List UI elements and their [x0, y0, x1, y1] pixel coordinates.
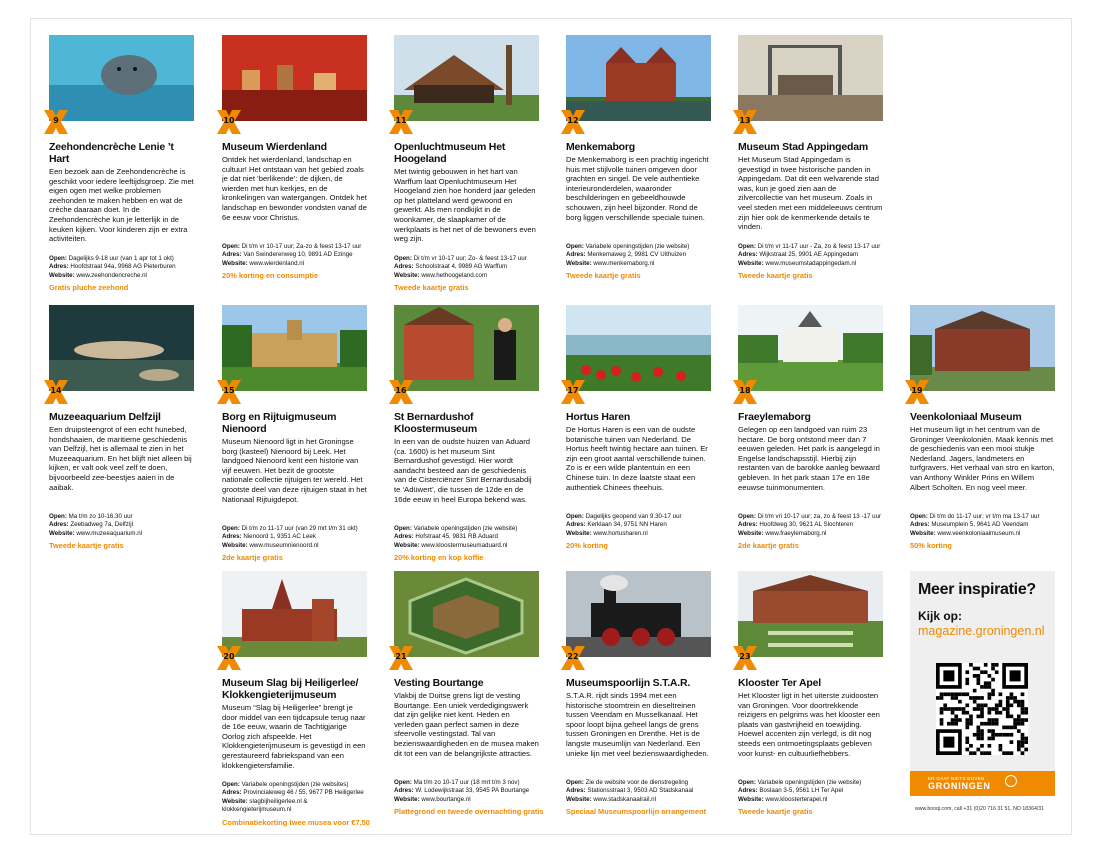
card-title: Zeehondencrèche Lenie ’t Hart: [49, 141, 174, 165]
address: [394, 263, 539, 271]
card-description: S.T.A.R. rijdt sinds 1994 met een historische stoomtrein en dieseltreinen tussen Veendam en Musselkanaal. Het spoor loopt bijna geheel langs de grens tussen Groningen en Drenthe. Het is de langste museumlijn van Nederland. Een unieke lijn met veel bezienswaardigheden.: [566, 691, 709, 758]
website-label: Website:: [49, 529, 75, 537]
card-info: [566, 513, 711, 538]
footer-credits: www.booqi.com, call +31 (0)20 716 31 51, NO 18364/31: [915, 806, 1045, 812]
website-label: Website:: [738, 529, 764, 537]
open-value: Di t/m do 11-17 uur; vr t/m ma 13-17 uur: [929, 513, 1040, 520]
adres-label: Adres:: [738, 251, 758, 259]
card-title: Museum Slag bij Heiligerlee/ Klokkengieterijmuseum: [222, 677, 359, 701]
address: [222, 251, 367, 259]
adres-label: Adres:: [566, 521, 586, 529]
card-info: [394, 255, 539, 280]
card-description: Gelegen op een landgoed van ruim 23 hectare. De borg ontstond meer dan 7 eeuwen geleden. Het park is aangelegd in Engelse landschapsstijl. Hierbij zijn restanten van de barokke aanleg bewaard gebleven. In het park staan 17e en 18e eeuwse tuinmonumenten.: [738, 425, 880, 492]
steam-train-photo: [566, 571, 711, 661]
badge-number: 21: [395, 652, 407, 661]
deal-offer: 20% korting en kop koffie: [394, 553, 484, 563]
adres-label: Adres:: [394, 787, 414, 795]
open-hours: [49, 513, 194, 521]
adres-value: Boslaan 3-5, 9561 LH Ter Apel: [759, 787, 844, 795]
card-description: Museum “Slag bij Heiligerlee” brengt je door middel van een tijdcapsule terug naar de 16e eeuw, waarin de Tachtigjarige Oorlog zich afspeelde. Het Klokkengieterijmuseum is gevestigd in een gerestaureerd fabriekspand van een klokkengietersfamilie.: [222, 703, 366, 770]
attraction-card: [222, 571, 370, 827]
card-info: [222, 243, 367, 268]
website: [738, 260, 883, 268]
deal-offer: Tweede kaartje gratis: [738, 807, 813, 817]
colonial-building-photo: [910, 305, 1055, 395]
open-value: Dagelijks 9-18 uur (van 1 apr tot 1 okt): [68, 255, 174, 262]
card-title: Museumspoorlijn S.T.A.R.: [566, 677, 691, 689]
adres-label: Adres:: [394, 263, 414, 271]
open-label: Open:: [566, 513, 584, 520]
number-badge: [41, 107, 71, 137]
open-value: Ma t/m zo 10-16.30 uur: [68, 513, 133, 520]
card-info: [222, 781, 367, 815]
open-value: Zie de website voor de dienstregeling: [585, 779, 689, 786]
card-title: Hortus Haren: [566, 411, 631, 423]
address: [394, 787, 539, 795]
card-info: [222, 525, 367, 550]
promo-box: [910, 571, 1055, 796]
open-value: Variabele openingstijden (zie websites): [241, 781, 349, 788]
open-value: Dagelijks geopend van 9.30-17 uur: [585, 513, 682, 520]
deal-offer: 2de kaartje gratis: [738, 541, 799, 551]
attraction-card: [394, 571, 544, 817]
open-value: Di t/m vri 10-17 uur; za, zo & feest 13 -17 uur: [757, 513, 882, 520]
website-label: Website:: [738, 795, 764, 803]
deal-offer: 20% korting en consumptie: [222, 271, 319, 281]
card-description: De Menkemaborg is een prachtig ingericht huis met stijlvolle tuinen omgeven door grachten en singel. De vele authentieke interieuronderdelen, waaronder beschilderingen en gebeeldhouwde schouwen, zijn heel bijzonder. Rond de borg liggen verschillende speciale tuinen.: [566, 155, 709, 222]
adres-value: Menkemaweg 2, 9981 CV Uithuizen: [587, 251, 687, 259]
number-badge: [386, 643, 416, 673]
deal-offer: Tweede kaartje gratis: [738, 271, 813, 281]
deal-offer: Combinatiekorting twee musea voor €7,50: [222, 817, 370, 827]
address: [566, 251, 711, 259]
open-hours: [738, 779, 883, 787]
qr-code-icon[interactable]: [936, 663, 1028, 755]
attraction-card: [910, 305, 1055, 550]
open-label: Open:: [738, 779, 756, 786]
website-link[interactable]: www.zeehondencreche.nl: [76, 271, 147, 279]
card-info: [394, 525, 539, 550]
number-badge: [558, 107, 588, 137]
adres-value: Provincialeweg 46 / 55, 9677 PB Heiligerlee: [243, 789, 364, 797]
open-label: Open:: [566, 243, 584, 250]
website: [566, 796, 711, 804]
card-description: Het Klooster ligt in het uiterste zuidoosten van Groningen. Voor doortrekkende reizigers en pelgrims was het klooster een plaats van gastvrijheid en toewijding. Hoewel accenten zijn verlegd, is dit nog steeds een ontmoetingsplaats gebleven voor kunst- en cultuurliefhebbers.: [738, 691, 880, 758]
borg-photo: [566, 35, 711, 125]
adres-label: Adres:: [222, 533, 242, 541]
monk-photo: [394, 305, 539, 395]
open-label: Open:: [738, 243, 756, 250]
address: [49, 263, 194, 271]
card-info: [738, 243, 883, 268]
open-hours: [394, 525, 539, 533]
open-hours: [222, 525, 367, 533]
open-label: Open:: [394, 525, 412, 532]
website: [394, 272, 539, 280]
open-value: Di t/m vr 10-17 uur; Za-zo & feest 13-17 uur: [241, 243, 362, 250]
website-label: Website:: [566, 259, 592, 267]
open-label: Open:: [222, 525, 240, 532]
card-title: Museum Stad Appingedam: [738, 141, 868, 153]
address: [222, 533, 367, 541]
deal-offer: Tweede kaartje gratis: [566, 271, 641, 281]
website: [222, 542, 367, 550]
adres-label: Adres:: [222, 789, 242, 797]
adres-value: W. Lodewijkstraat 33, 9545 PA Bourtange: [415, 787, 530, 795]
website: [738, 530, 883, 538]
open-label: Open:: [49, 255, 67, 262]
website-link[interactable]: www.stadskanaalrail.nl: [593, 795, 656, 803]
card-description: Het Museum Stad Appingedam is gevestigd in twee historische panden in Appingedam. Dat dit een welvarende stad was, kun je goed zien aan de zilvercollectie van het museum. Zoals in veel steden met een middeleeuws centrum zijn hier ook de kenmerkende details te vinden.: [738, 155, 883, 232]
website-link[interactable]: www.wierdenland.nl: [249, 259, 305, 267]
adres-value: Nienoord 1, 9351 AC Leek: [243, 533, 316, 541]
open-value: Di t/m zo 11-17 uur (van 29 mrt t/m 31 okt): [241, 525, 358, 532]
attraction-card: [49, 35, 194, 292]
card-info: [738, 513, 883, 538]
attraction-card: [566, 305, 711, 550]
open-hours: [738, 243, 883, 251]
open-hours: [738, 513, 883, 521]
number-badge: [214, 643, 244, 673]
attraction-card: [566, 35, 711, 280]
church-photo: [222, 571, 367, 661]
deal-offer: 2de kaartje gratis: [222, 553, 283, 563]
number-badge: [902, 377, 932, 407]
deal-offer: Tweede kaartje gratis: [49, 541, 124, 551]
farm-building-photo: [394, 35, 539, 125]
number-badge: [730, 377, 760, 407]
website-label: Website:: [394, 541, 420, 549]
open-hours: [910, 513, 1055, 521]
open-value: Variabele openingstijden (zie website): [413, 525, 518, 532]
card-info: [566, 243, 711, 268]
card-description: Museum Nienoord ligt in het Groningse borg (kasteel) Nienoord bij Leek. Het landgoed Nienoord kent een historie van vijf eeuwen. Het bezit de grootste nationale collectie rijtuigen ter wereld. Het grootste deel van deze rijtuigen staat in het Nationaal Rijtuigdepot.: [222, 437, 367, 504]
address: [566, 787, 711, 795]
website-link[interactable]: www.kloostermuseumaduard.nl: [421, 541, 508, 549]
address: [738, 787, 883, 795]
badge-number: 15: [223, 386, 235, 395]
attraction-card: [738, 571, 883, 816]
card-title: Museum Wierdenland: [222, 141, 327, 153]
website-link[interactable]: slagbijheiligerlee.nl & klokkengieterijmuseum.nl: [222, 797, 308, 814]
website-label: Website:: [566, 795, 592, 803]
adres-label: Adres:: [49, 263, 69, 271]
open-hours: [49, 255, 194, 263]
website-label: Website:: [49, 271, 75, 279]
adres-value: Zeebadweg 7a, Delfzijl: [70, 521, 133, 529]
website-link[interactable]: www.menkemaborg.nl: [593, 259, 655, 267]
card-title: Fraeylemaborg: [738, 411, 811, 423]
card-description: Met twintig gebouwen in het hart van Warffum laat Openluchtmuseum Het Hoogeland zien hoe honderd jaar geleden op het platteland werd gewoond en gewerkt. Als men rondkijkt in de woonkamer, de slaapkamer of de werkplaats is het net of de bewoners even weg zijn.: [394, 167, 536, 244]
badge-number: 9: [53, 116, 59, 125]
open-label: Open:: [738, 513, 756, 520]
monastery-photo: [738, 571, 883, 661]
badge-number: 17: [567, 386, 579, 395]
deal-offer: 20% korting: [566, 541, 608, 551]
adres-value: Museumplein 5, 9641 AD Veendam: [931, 521, 1029, 529]
website-link[interactable]: www.museumnienoord.nl: [249, 541, 319, 549]
website: [910, 530, 1055, 538]
open-hours: [394, 255, 539, 263]
adres-label: Adres:: [566, 251, 586, 259]
card-description: Het museum ligt in het centrum van de Groninger Veenkoloniën. Maak kennis met de geschiedenis van een mooi stukje Nederland. Jagers, landmeters en turfgravers. Het verhaal van stro en karton, van Anthony Winkler Prins en Willem Albert Scholten. En nog veel meer.: [910, 425, 1055, 492]
groningen-logo: [910, 771, 1055, 796]
website-label: Website:: [222, 797, 248, 805]
attraction-card: [222, 305, 367, 562]
open-label: Open:: [910, 513, 928, 520]
card-info: [394, 779, 539, 804]
badge-number: 11: [395, 116, 407, 125]
website: [394, 542, 539, 550]
fortress-aerial-photo: [394, 571, 539, 661]
website-link[interactable]: www.veenkoloniaalmuseum.nl: [937, 529, 1021, 537]
adres-label: Adres:: [394, 533, 414, 541]
open-label: Open:: [222, 243, 240, 250]
villa-photo: [222, 305, 367, 395]
adres-value: Hoofdstraat 94a, 9968 AG Pieterburen: [70, 263, 176, 271]
open-hours: [566, 243, 711, 251]
attraction-card: [394, 305, 539, 562]
website-label: Website:: [222, 259, 248, 267]
deal-offer: Speciaal Museumspoorlijn arrangement: [566, 807, 707, 817]
open-hours: [566, 779, 711, 787]
badge-number: 13: [739, 116, 751, 125]
promo-kijk-label: Kijk op:: [918, 609, 962, 623]
website-link[interactable]: www.museumstadappingedam.nl: [765, 259, 857, 267]
badge-number: 18: [739, 386, 751, 395]
number-badge: [730, 107, 760, 137]
card-info: [49, 255, 194, 280]
promo-url-link[interactable]: magazine.groningen.nl: [918, 624, 1045, 638]
website-label: Website:: [910, 529, 936, 537]
card-info: [910, 513, 1055, 538]
deal-offer: Gratis pluche zeehond: [49, 283, 129, 293]
adres-label: Adres:: [738, 521, 758, 529]
card-description: Een druipsteengrot of een echt hunebed, hondshaaien, de maritieme geschiedenis van Delfzijl, het is allemaal te zien in het Muzeeaquarium. En het blijft niet alleen bij kijken, er valt ook veel zelf te doen, bijvoorbeeld zee-beestjes aaien in de aaibak.: [49, 425, 192, 492]
adres-value: Hofstraat 45, 9831 RB Aduard: [415, 533, 498, 541]
address: [566, 521, 711, 529]
website-link[interactable]: www.hethoogeland.com: [421, 271, 488, 279]
adres-value: Van Swinderenweg 10, 9891 AD Ezinge: [243, 251, 353, 259]
open-hours: [566, 513, 711, 521]
adres-label: Adres:: [738, 787, 758, 795]
promo-heading: Meer inspiratie?: [918, 581, 1036, 598]
website-link[interactable]: www.hortusharen.nl: [593, 529, 648, 537]
badge-number: 23: [739, 652, 751, 661]
open-hours: [222, 781, 367, 789]
scale-photo: [738, 35, 883, 125]
address: [222, 789, 367, 797]
badge-number: 20: [223, 652, 235, 661]
website-label: Website:: [738, 259, 764, 267]
website-link[interactable]: www.bourtange.nl: [421, 795, 471, 803]
website-label: Website:: [222, 541, 248, 549]
address: [738, 251, 883, 259]
website-label: Website:: [566, 529, 592, 537]
card-description: Een bezoek aan de Zeehondencrèche is geschikt voor iedere leeftijdsgroep. Zie met eigen ogen met welke problemen zeehonden te maken hebben en wat de crèche daaraan doet. In de Zeehondencrèche kun je letterlijk in de keuken kijken. Voor kinderen zijn er extra activiteiten.: [49, 167, 194, 244]
address: [910, 521, 1055, 529]
card-info: [566, 779, 711, 804]
number-badge: [41, 377, 71, 407]
open-hours: [222, 243, 367, 251]
card-title: Borg en Rijtuigmuseum Nienoord: [222, 411, 337, 435]
number-badge: [558, 643, 588, 673]
card-title: Muzeeaquarium Delfzijl: [49, 411, 161, 423]
number-badge: [730, 643, 760, 673]
website: [738, 796, 883, 804]
number-badge: [558, 377, 588, 407]
website-link[interactable]: www.kloosterterapel.nl: [765, 795, 828, 803]
open-value: Variabele openingstijden (zie website): [757, 779, 862, 786]
card-description: Vlakbij de Duitse grens ligt de vesting Bourtange. Een uniek verdedigingswerk dat zijn gelijke niet kent. Heden en verleden gaan perfect samen in deze sfeervolle vestingstad. Tal van bezienswaardigheden en de musea maken dit tot een van de belangrijkste attracties.: [394, 691, 539, 758]
card-title: Openluchtmuseum Het Hoogeland: [394, 141, 506, 165]
deal-offer: Plattegrond en tweede overnachting gratis: [394, 807, 544, 817]
adres-label: Adres:: [49, 521, 69, 529]
deal-offer: 50% korting: [910, 541, 952, 551]
badge-number: 10: [223, 116, 235, 125]
attraction-card: [738, 305, 883, 550]
card-info: [738, 779, 883, 804]
card-info: [49, 513, 194, 538]
brand-name: GRONINGEN: [928, 781, 991, 791]
brand-mark-icon: [1005, 775, 1017, 787]
card-title: St Bernardushof Kloostermuseum: [394, 411, 477, 435]
badge-number: 19: [911, 386, 923, 395]
website: [394, 796, 539, 804]
website-label: Website:: [394, 795, 420, 803]
card-description: Ontdek het wierdenland, landschap en cultuur! Het ontstaan van het gebied zoals je dat niet ‘berlikende’: de dijken, de wierden met hun kerkjes, en de kronkelingen van watergangen. Ontdek het landschap en bewonder vondsten vanaf de 6e eeuw voor Christus.: [222, 155, 367, 222]
website: [566, 530, 711, 538]
address: [394, 533, 539, 541]
adres-label: Adres:: [566, 787, 586, 795]
open-label: Open:: [394, 779, 412, 786]
card-title: Vesting Bourtange: [394, 677, 484, 689]
website: [49, 530, 194, 538]
card-description: In een van de oudste huizen van Aduard (ca. 1600) is het museum Sint Bernardushof gevestigd. Hier wordt aandacht besteed aan de geschiedenis van de Cisterciënzer Sint Bernardusabdij te ‘Adüwert’, die tussen de 12de en de 16de eeuw in heel Europa bekend was.: [394, 437, 532, 504]
address: [738, 521, 883, 529]
attraction-card: [394, 35, 539, 292]
number-badge: [386, 107, 416, 137]
adres-label: Adres:: [222, 251, 242, 259]
open-label: Open:: [222, 781, 240, 788]
adres-value: Hoofdweg 30, 9621 AL Slochteren: [759, 521, 854, 529]
brand-tagline: ER GAAT NIETS BOVEN: [928, 776, 985, 781]
number-badge: [214, 377, 244, 407]
number-badge: [214, 107, 244, 137]
website: [566, 260, 711, 268]
seal-photo: [49, 35, 194, 125]
badge-number: 12: [567, 116, 579, 125]
card-description: De Hortus Haren is een van de oudste botanische tuinen van Nederland. De Hortus heeft twintig hectare aan tuinen. Er zijn een groot aantal verschillende tuinen. Zo is er een wilde plantentuin en een Chinese tuin. In deze laatste staat een authentiek Chinees theehuis.: [566, 425, 708, 492]
website: [222, 798, 367, 815]
attraction-card: [566, 571, 711, 816]
adres-label: Adres:: [910, 521, 930, 529]
website-link[interactable]: www.muzeeaquarium.nl: [76, 529, 143, 537]
number-badge: [386, 377, 416, 407]
adres-value: Schoolstraat 4, 9989 AG Warffum: [415, 263, 508, 271]
open-label: Open:: [566, 779, 584, 786]
card-title: Veenkoloniaal Museum: [910, 411, 1022, 423]
open-value: Di t/m vr 10-17 uur; Zo- & feest 13-17 uur: [413, 255, 527, 262]
attraction-card: [738, 35, 883, 280]
deal-offer: Tweede kaartje gratis: [394, 283, 469, 293]
open-label: Open:: [394, 255, 412, 262]
website: [49, 272, 194, 280]
website-label: Website:: [394, 271, 420, 279]
website-link[interactable]: www.fraeylemaborg.nl: [765, 529, 827, 537]
attraction-card: [222, 35, 367, 280]
badge-number: 14: [50, 386, 62, 395]
museum-interior-photo: [222, 35, 367, 125]
open-value: Ma t/m zo 10-17 uur (18 mrt t/m 3 nov): [413, 779, 520, 786]
attraction-card: [49, 305, 194, 550]
manor-garden-photo: [738, 305, 883, 395]
card-title: Menkemaborg: [566, 141, 635, 153]
shark-photo: [49, 305, 194, 395]
card-title: Klooster Ter Apel: [738, 677, 821, 689]
open-label: Open:: [49, 513, 67, 520]
open-hours: [394, 779, 539, 787]
open-value: Di t/m vr 11-17 uur - Za, zo & feest 13-17 uur: [757, 243, 881, 250]
badge-number: 22: [567, 652, 579, 661]
tulips-photo: [566, 305, 711, 395]
adres-value: Wijkstraat 25, 9901 AE Appingedam: [759, 251, 859, 259]
badge-number: 16: [395, 386, 407, 395]
address: [49, 521, 194, 529]
open-value: Variabele openingstijden (zie website): [585, 243, 690, 250]
website: [222, 260, 367, 268]
adres-value: Kerklaan 34, 9751 NN Haren: [587, 521, 667, 529]
adres-value: Stationsstraat 3, 9503 AD Stadskanaal: [587, 787, 694, 795]
